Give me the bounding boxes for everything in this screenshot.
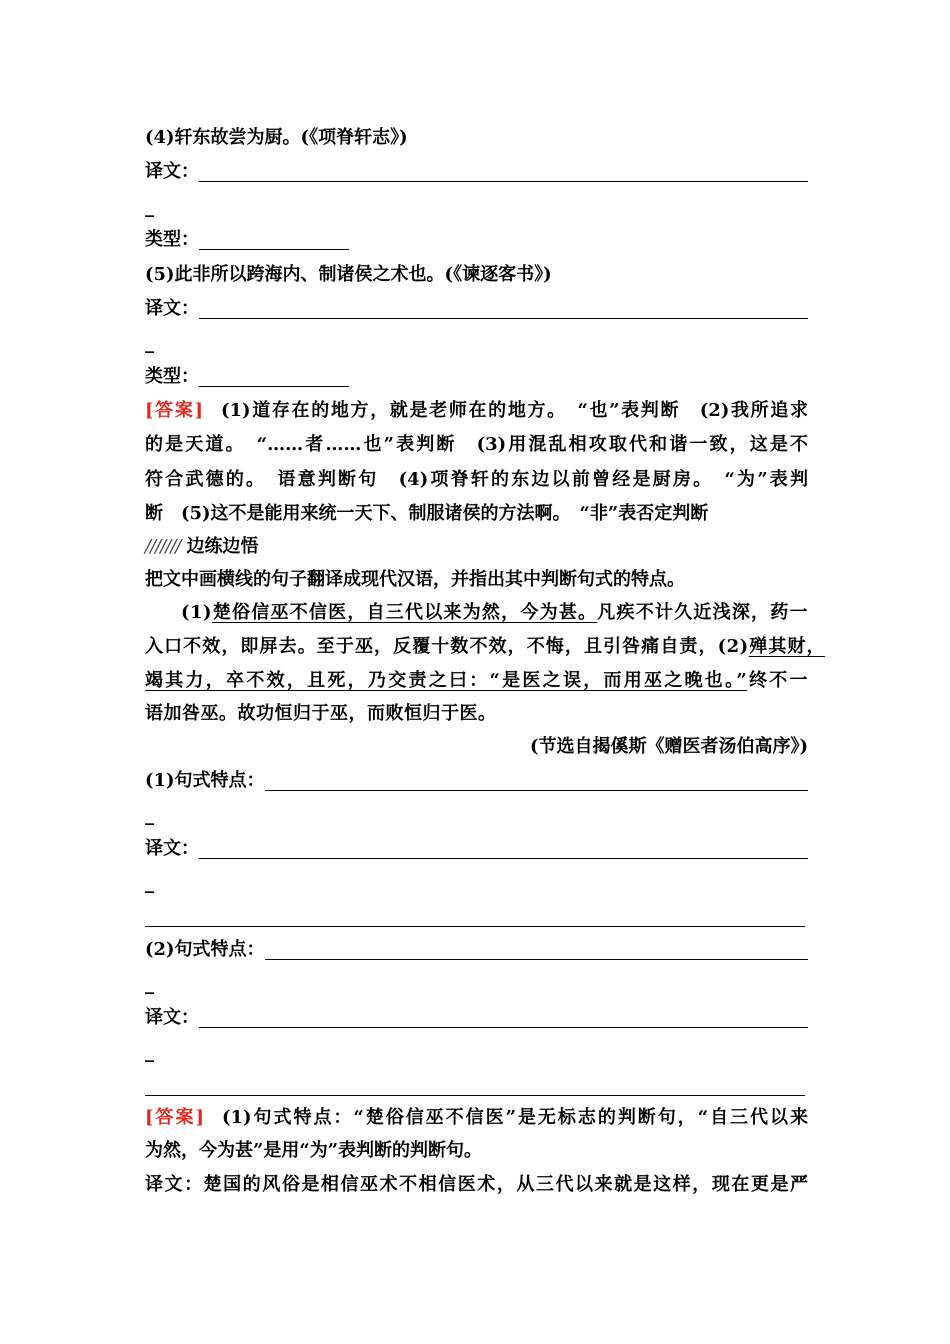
section-heading <box>145 534 808 560</box>
passage-line-3 <box>145 668 808 694</box>
q4-type-row <box>145 227 808 253</box>
q5-type-label: 类型： <box>145 366 199 387</box>
passage-1-rest: 凡疾不计久近浅深，药一 <box>597 602 809 623</box>
s1-feature-blank <box>265 772 808 791</box>
passage-2-num: (2) <box>717 636 749 657</box>
answer-a-line-3: 符合武德的。 语意判断句 (4)项脊轩的东边以前曾经是厨房。 “为”表判 <box>145 469 808 490</box>
s2-translation-blank <box>199 1009 808 1028</box>
s2-translation-label: 译文： <box>145 1007 199 1028</box>
answer-a-line-2: 的是天道。 “……者……也”表判断 (3)用混乱相攻取代和谐一致，这是不 <box>145 434 808 455</box>
q4-translation-row <box>145 159 808 185</box>
q4-overflow: _ <box>145 197 154 218</box>
q4-prompt: (4)轩东故尝为厨。(《项脊轩志》) <box>145 127 408 148</box>
s2-extra-blank <box>145 1077 805 1096</box>
answer-a-text-1: (1)道存在的地方，就是老师在的地方。 “也”表判断 (2)我所追求 <box>221 400 808 421</box>
s2-overflow-1: _ <box>145 974 154 995</box>
q4-type-blank <box>199 231 349 250</box>
s2-extra-row <box>145 1073 808 1099</box>
answer-a-label: [答案] <box>145 400 204 421</box>
s1-feature-label: (1)句式特点： <box>145 770 265 791</box>
q5-type-row <box>145 364 808 390</box>
q5-overflow: _ <box>145 333 154 354</box>
s2-feature-label: (2)句式特点： <box>145 939 265 960</box>
passage-2-underlined: 殚其财， <box>748 636 826 657</box>
q4-translation-blank <box>199 163 808 182</box>
passage-line-2 <box>145 634 825 660</box>
s2-overflow-2: _ <box>145 1042 154 1063</box>
q5-type-blank <box>199 368 349 387</box>
s2-translation-row <box>145 1005 808 1031</box>
s1-translation-label: 译文： <box>145 838 199 859</box>
s1-extra-row <box>145 904 808 930</box>
passage-1-underlined: 楚俗信巫不信医，自三代以来为然，今为甚。 <box>212 602 598 623</box>
s2-feature-blank <box>265 941 808 960</box>
s1-feature-row <box>145 768 808 794</box>
s1-extra-blank <box>145 908 805 927</box>
s2-feature-row <box>145 937 808 963</box>
passage-source: (节选自揭傒斯《赠医者汤伯高序》) <box>529 736 808 757</box>
passage-2-text: 入口不效，即屏去。至于巫，反覆十数不效，不悔，且引咎痛自责， <box>145 636 718 657</box>
passage-3-underlined: 竭其力，卒不效，且死，乃交责之曰：“是医之误，而用巫之晚也。” <box>145 670 748 691</box>
q5-translation-label: 译文： <box>145 298 199 319</box>
answer-b-text-1: (1)句式特点：“楚俗信巫不信医”是无标志的判断句，“自三代以来 <box>221 1107 808 1128</box>
s1-overflow-1: _ <box>145 805 154 826</box>
passage-line-1 <box>145 600 808 626</box>
answer-b-line-3: 译文：楚国的风俗是相信巫术不相信医术，从三代以来就是这样，现在更是严 <box>145 1174 808 1195</box>
s1-translation-blank <box>199 840 808 859</box>
passage-1-num: (1) <box>181 602 213 623</box>
answer-a-line-1 <box>145 398 808 424</box>
q5-translation-row <box>145 296 808 322</box>
q4-type-label: 类型： <box>145 229 199 250</box>
section-title: 边练边悟 <box>186 536 259 557</box>
answer-a-line-4: 断 (5)这不是能用来统一天下、制服诸侯的方法啊。 “非”表否定判断 <box>145 503 709 524</box>
answer-b-line-2: 为然，今为甚”是用“为”表判断的判断句。 <box>145 1140 483 1161</box>
q5-prompt: (5)此非所以跨海内、制诸侯之术也。(《谏逐客书》) <box>145 264 552 285</box>
passage-line-4: 语加咎巫。故功恒归于巫，而败恒归于医。 <box>145 703 497 724</box>
q5-translation-blank <box>199 300 808 319</box>
q4-translation-label: 译文： <box>145 161 199 182</box>
instruction: 把文中画横线的句子翻译成现代汉语，并指出其中判断句式的特点。 <box>145 569 685 590</box>
s1-translation-row <box>145 836 808 862</box>
answer-b-line-1 <box>145 1105 808 1131</box>
section-marker: /////// <box>145 536 181 557</box>
passage-3-rest: 终不一 <box>747 670 808 691</box>
s1-overflow-2: _ <box>145 873 154 894</box>
answer-b-label: [答案] <box>145 1107 204 1128</box>
